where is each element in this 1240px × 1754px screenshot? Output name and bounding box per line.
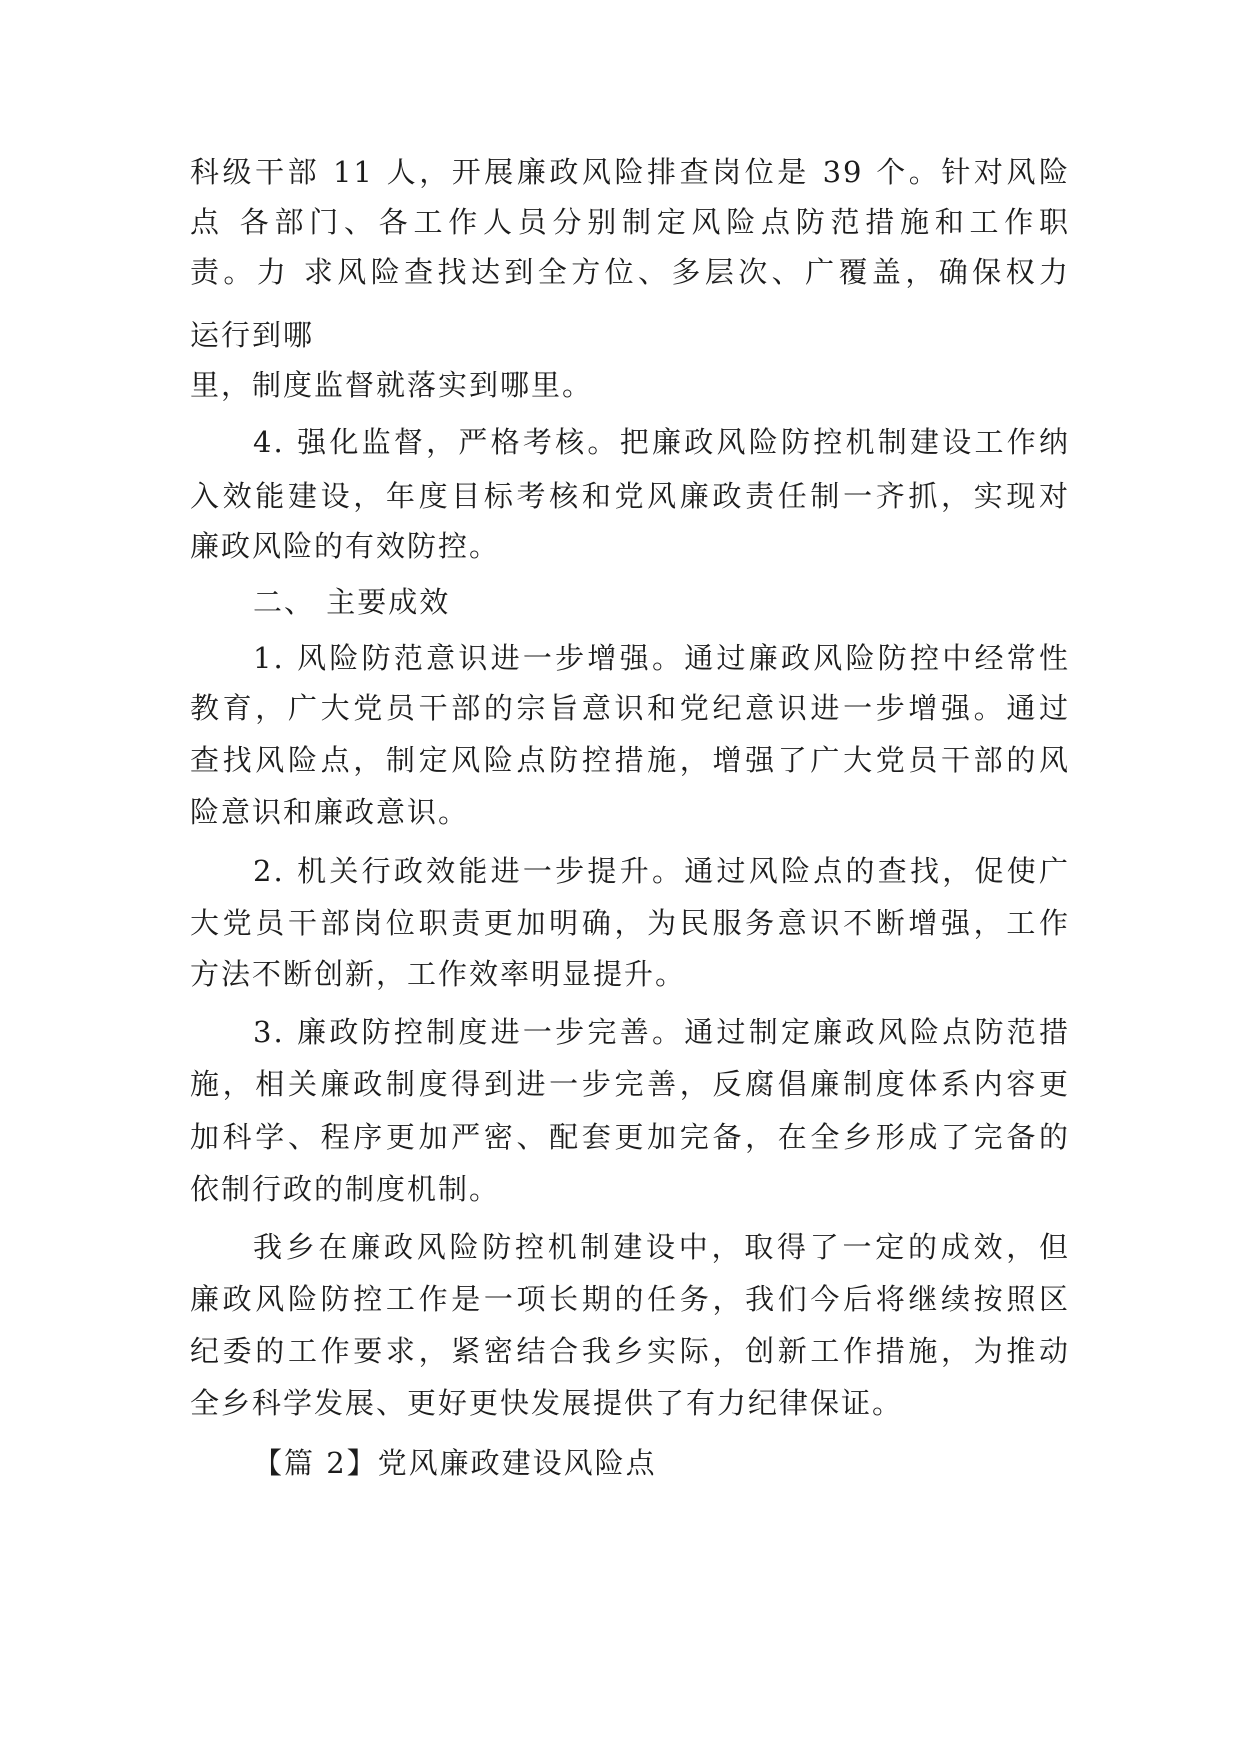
paragraph-line: 1. 风险防范意识进一步增强。通过廉政风险防控中经常性 xyxy=(253,641,1070,675)
paragraph-line: 4. 强化监督，严格考核。把廉政风险防控机制建设工作纳 xyxy=(253,425,1070,459)
paragraph-line: 点 各部门、各工作人员分别制定风险点防范措施和工作职 xyxy=(190,205,1070,239)
article-heading: 【篇 2】党风廉政建设风险点 xyxy=(253,1446,657,1480)
paragraph-line: 我乡在廉政风险防控机制建设中，取得了一定的成效，但 xyxy=(253,1230,1070,1264)
paragraph-line: 查找风险点，制定风险点防控措施，增强了广大党员干部的风 xyxy=(190,743,1070,777)
paragraph-line: 廉政风险的有效防控。 xyxy=(190,529,501,563)
paragraph-line: 施，相关廉政制度得到进一步完善，反腐倡廉制度体系内容更 xyxy=(190,1067,1070,1101)
paragraph-line: 里，制度监督就落实到哪里。 xyxy=(190,368,594,402)
paragraph-line: 2. 机关行政效能进一步提升。通过风险点的查找，促使广 xyxy=(253,854,1070,888)
paragraph-line: 加科学、程序更加严密、配套更加完备，在全乡形成了完备的 xyxy=(190,1120,1070,1154)
paragraph-line: 全乡科学发展、更好更快发展提供了有力纪律保证。 xyxy=(190,1386,904,1420)
section-heading: 二、 主要成效 xyxy=(253,585,451,619)
paragraph-line: 科级干部 11 人，开展廉政风险排查岗位是 39 个。针对风险 xyxy=(190,155,1070,189)
paragraph-line: 3. 廉政防控制度进一步完善。通过制定廉政风险点防范措 xyxy=(253,1015,1070,1049)
paragraph-line: 入效能建设，年度目标考核和党风廉政责任制一齐抓，实现对 xyxy=(190,479,1070,513)
paragraph-line: 纪委的工作要求，紧密结合我乡实际，创新工作措施，为推动 xyxy=(190,1334,1070,1368)
paragraph-line: 大党员干部岗位职责更加明确，为民服务意识不断增强，工作 xyxy=(190,906,1070,940)
paragraph-line: 责。力 求风险查找达到全方位、多层次、广覆盖，确保权力 xyxy=(190,255,1070,289)
paragraph-line: 廉政风险防控工作是一项长期的任务，我们今后将继续按照区 xyxy=(190,1282,1070,1316)
paragraph-line: 运行到哪 xyxy=(190,318,315,352)
paragraph-line: 教育，广大党员干部的宗旨意识和党纪意识进一步增强。通过 xyxy=(190,691,1070,725)
paragraph-line: 依制行政的制度机制。 xyxy=(190,1172,501,1206)
paragraph-line: 险意识和廉政意识。 xyxy=(190,795,470,829)
paragraph-line: 方法不断创新，工作效率明显提升。 xyxy=(190,957,687,991)
